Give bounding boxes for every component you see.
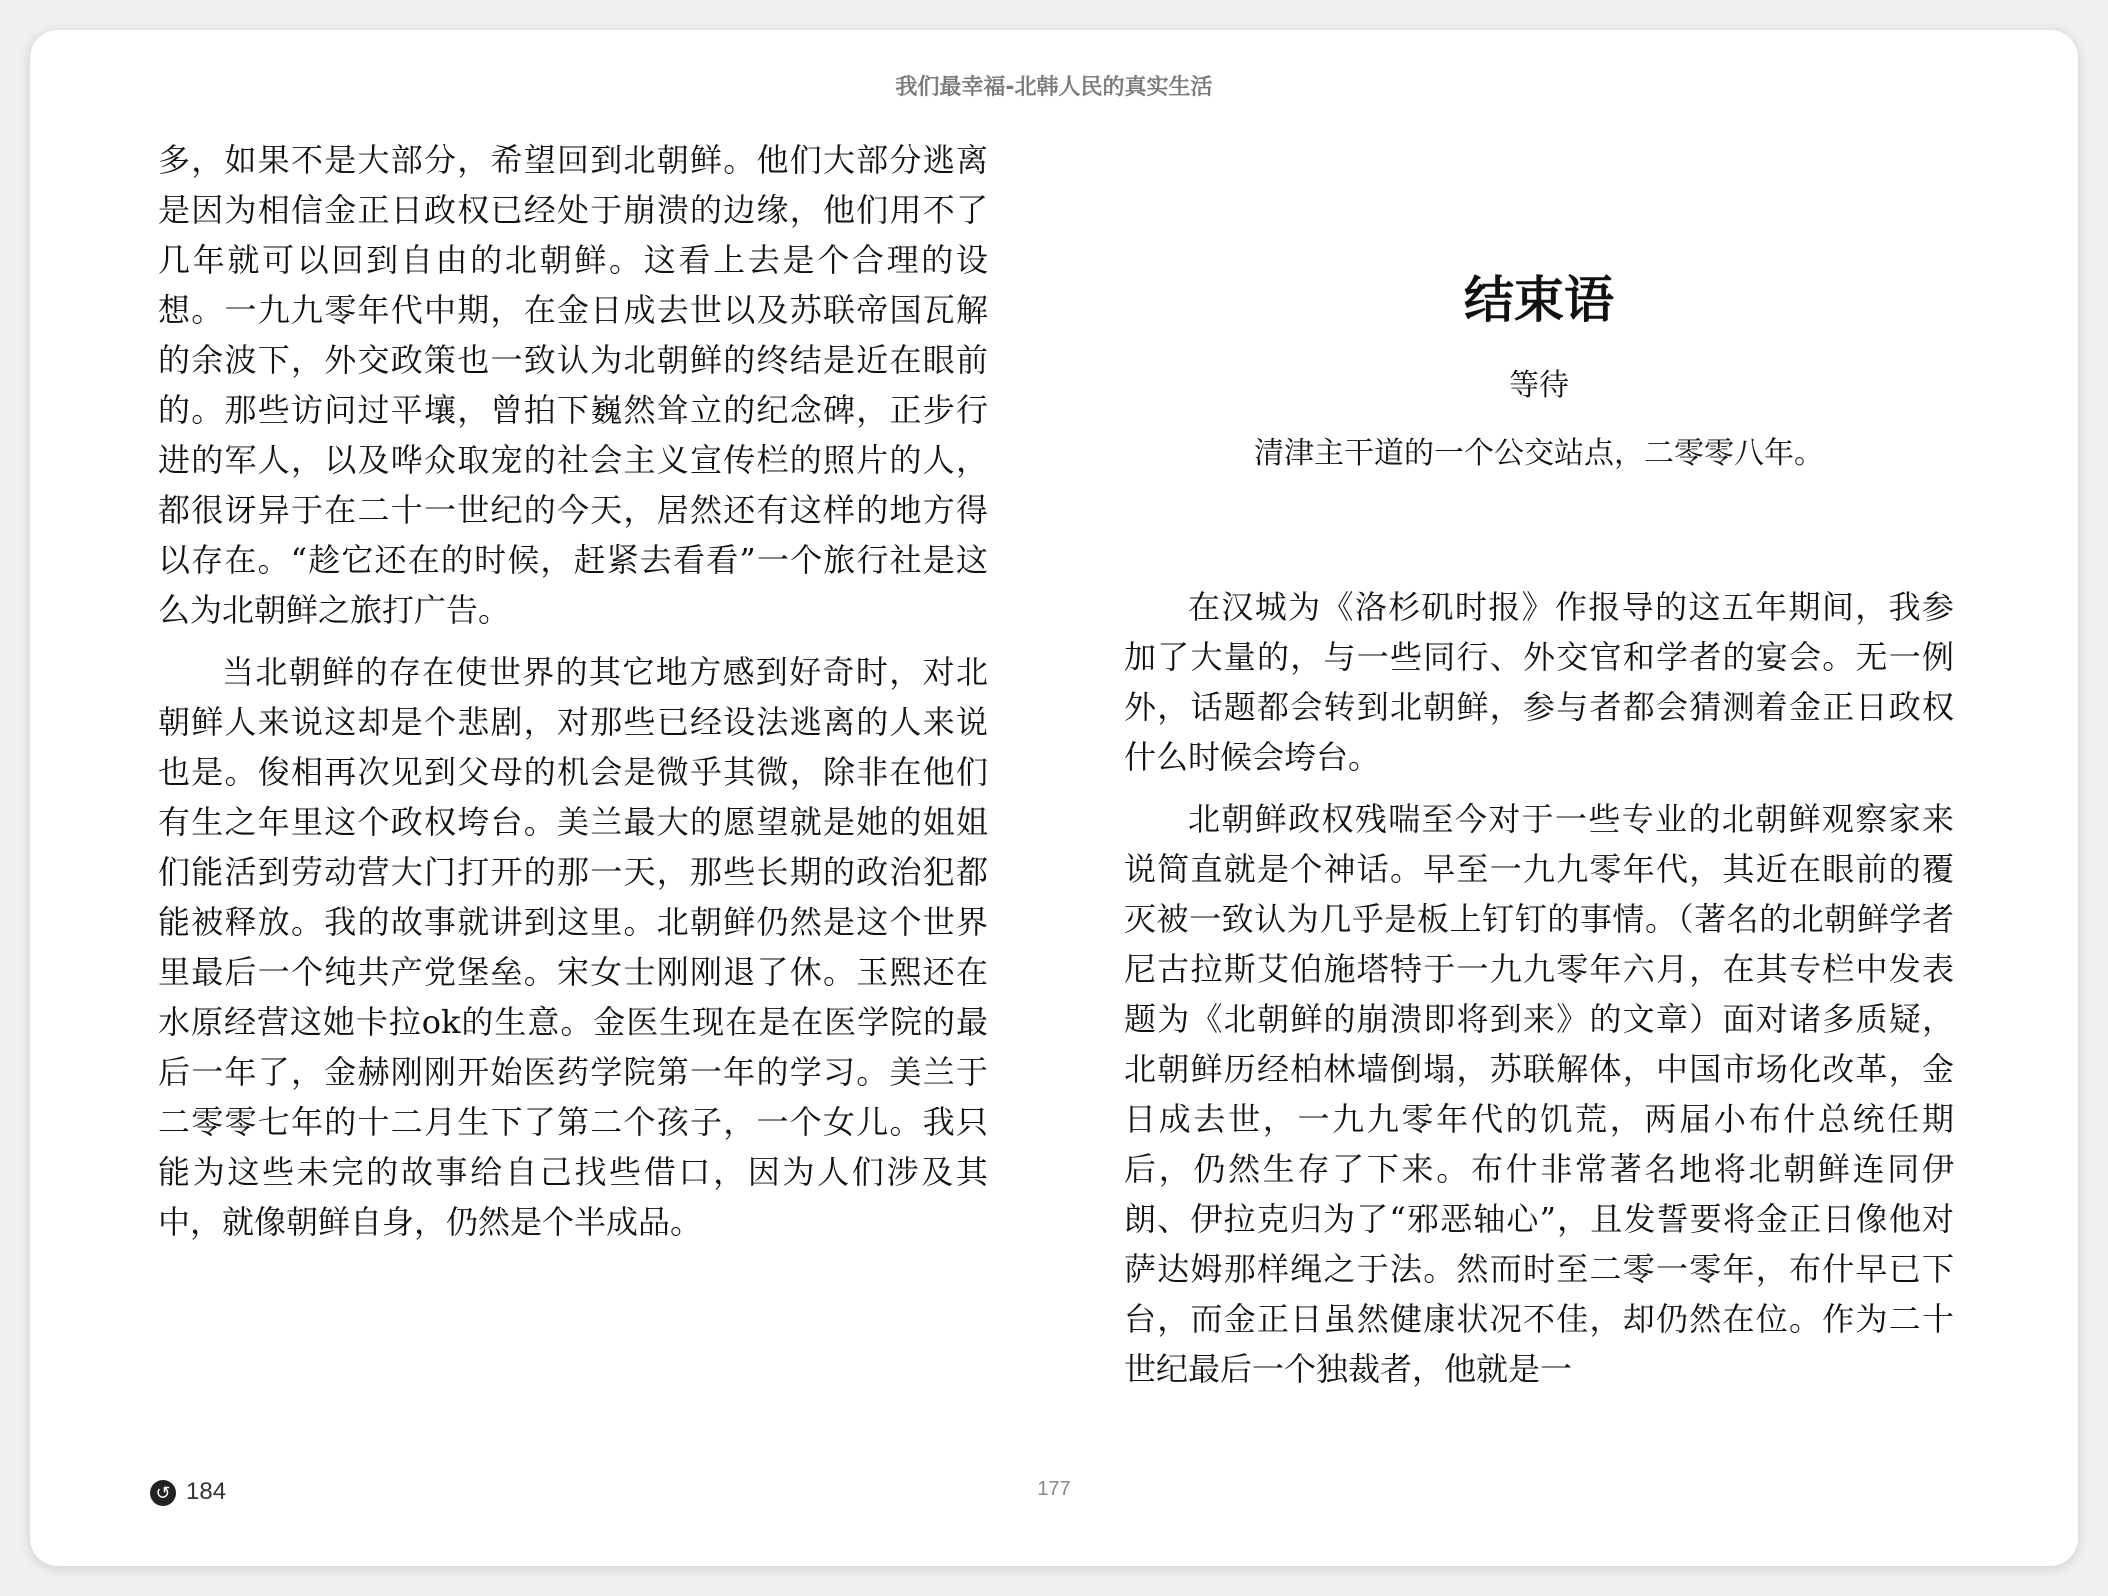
back-arrow-icon: ↺ — [150, 1480, 176, 1506]
left-paragraph-2: 当北朝鲜的存在使世界的其它地方感到好奇时，对北朝鲜人来说这却是个悲剧，对那些已经设法逃离的人来说也是。俊相再次见到父母的机会是微乎其微，除非在他们有生之年里这个政权垮台。美兰最大的愿望就是她的姐姐们能活到劳动营大门打开的那一天，那些长期的政治犯都能被释放。我的故事就讲到这里。北朝鲜仍然是这个世界里最后一个纯共产党堡垒。宋女士刚刚退了休。玉熙还在水原经营这她卡拉ok的生意。金医生现在是在医学院的最后一年了，金赫刚刚开始医药学院第一年的学习。美兰于二零零七年的十二月生下了第二个孩子，一个女儿。我只能为这些未完的故事给自己找些借口，因为人们涉及其中，就像朝鲜自身，仍然是个半成品。 — [158, 653, 988, 1241]
reader-window — [30, 30, 2078, 1566]
chapter-title: 结束语 — [1464, 270, 1614, 329]
back-page-number: 184 — [186, 1478, 227, 1505]
chapter-place: 清津主干道的一个公交站点，二零零八年。 — [1254, 436, 1824, 471]
chapter-subtitle: 等待 — [1509, 368, 1569, 403]
right-page — [1124, 135, 1954, 1406]
page-number: 177 — [1037, 1478, 1071, 1500]
right-paragraph-1: 在汉城为《洛杉矶时报》作报导的这五年期间，我参加了大量的，与一些同行、外交官和学者的宴会。无一例外，话题都会转到北朝鲜，参与者都会猜测着金正日政权什么时候会垮台。 — [1124, 588, 1954, 776]
left-page — [158, 135, 988, 1259]
right-paragraph-2: 北朝鲜政权残喘至今对于一些专业的北朝鲜观察家来说简直就是个神话。早至一九九零年代，其近在眼前的覆灭被一致认为几乎是板上钉钉的事情。（著名的北朝鲜学者尼古拉斯艾伯施塔特于一九九零年六月，在其专栏中发表题为《北朝鲜的崩溃即将到来》的文章）面对诸多质疑，北朝鲜历经柏林墙倒塌，苏联解体，中国市场化改革，金日成去世，一九九零年代的饥荒，两届小布什总统任期后，仍然生存了下来。布什非常著名地将北朝鲜连同伊朗、伊拉克归为了“邪恶轴心”，且发誓要将金正日像他对萨达姆那样绳之于法。然而时至二零一零年，布什早已下台，而金正日虽然健康状况不佳，却仍然在位。作为二十世纪最后一个独裁者，他就是一 — [1124, 800, 1954, 1388]
book-title: 我们最幸福-北韩人民的真实生活 — [895, 75, 1213, 100]
left-paragraph-1: 多，如果不是大部分，希望回到北朝鲜。他们大部分逃离是因为相信金正日政权已经处于崩溃的边缘，他们用不了几年就可以回到自由的北朝鲜。这看上去是个合理的设想。一九九零年代中期，在金日成去世以及苏联帝国瓦解的余波下，外交政策也一致认为北朝鲜的终结是近在眼前的。那些访问过平壤，曾拍下巍然耸立的纪念碑，正步行进的军人，以及哗众取宠的社会主义宣传栏的照片的人，都很讶异于在二十一世纪的今天，居然还有这样的地方得以存在。“趁它还在的时候，赶紧去看看”一个旅行社是这么为北朝鲜之旅打广告。 — [158, 141, 988, 629]
